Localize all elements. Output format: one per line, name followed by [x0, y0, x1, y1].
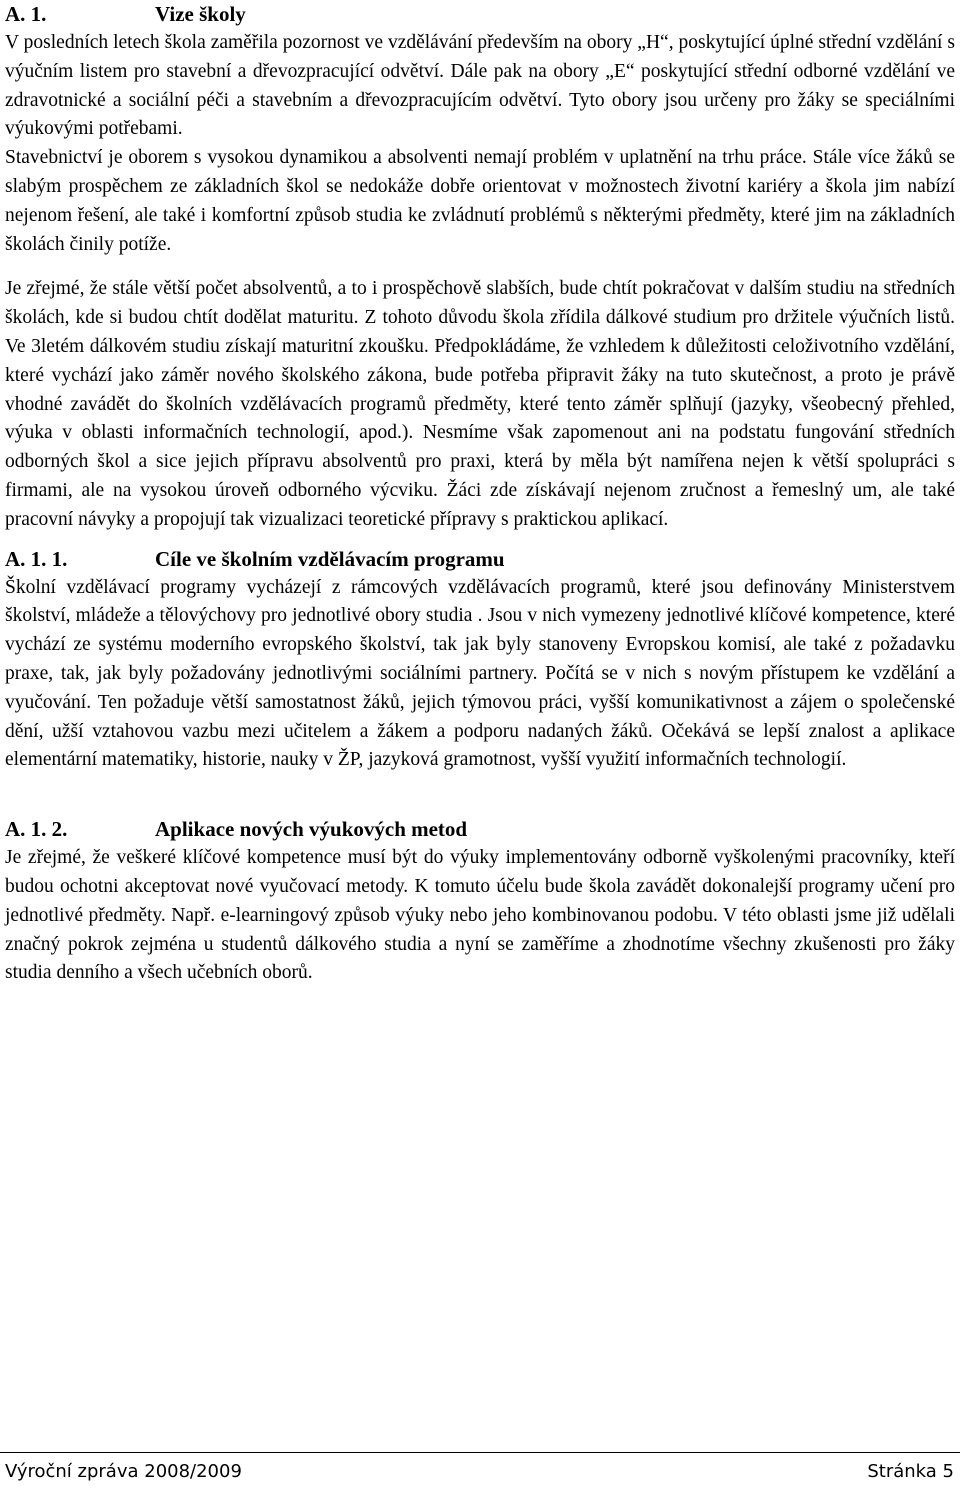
section-heading-a11: [5, 545, 955, 574]
section-title: Aplikace nových výukových metod: [155, 817, 468, 842]
paragraph-distance-study: Je zřejmé, že stále větší počet absolventů, a to i prospěchově slabších, bude chtít pokračovat v dalším studiu na středních školách, kde si budou chtít dodělat maturitu. Z tohoto důvodu škola zřídila dálkové studium pro držitele výučních listů. Ve 3letém dálkovém studiu získají maturitní zkoušku. Předpokládáme, že vzhledem k důležitosti celoživotního vzdělání, které vychází jako záměr nového školského zákona, bude potřeba připravit žáky na tuto skutečnost, a proto je právě vhodné zavádět do školních vzdělávacích programů předměty, které tento záměr splňují (jazyky, všeobecný přehled, výuka v oblasti informačních technologií, apod.). Nesmíme však zapomenout ani na podstatu fungování středních odborných škol a sice jejich přípravu absolventů pro praxi, která by měla být namířena nejen k větší spolupráci s firmami, ale na vysokou úroveň odborného výcviku. Žáci zde získávají nejenom zručnost a řemeslný um, ale také pracovní návyky a propojují tak vizualizaci teoretické přípravy s praktickou aplikací.: [5, 278, 955, 530]
section-heading-a1: [5, 0, 955, 29]
paragraph-new-methods: Je zřejmé, že veškeré klíčové kompetence musí být do výuky implementovány odborně vyškolenými pracovníky, kteří budou ochotni akceptovat nové vyučovací metody. K tomuto účelu bude škola zavádět dokonalejší programy učení pro jednotlivé předměty. Např. e-learningový způsob výuky nebo jeho kombinovanou podobu. V této oblasti jsme již udělali značný pokrok zejména u studentů dálkového studia a nyní se zaměříme a zhodnotíme všechny zkušenosti pro žáky studia denního a všech učebních oborů.: [5, 847, 955, 984]
paragraph-school-vision: V posledních letech škola zaměřila pozornost ve vzdělávání především na obory „H“, poskytující úplné střední vzdělání s výučním listem pro stavební a dřevozpracující odvětví. Dále pak na obory „E“ poskytující střední odborné vzdělání ve zdravotnické a sociální péči a stavebním a dřevozpracujícím odvětví. Tyto obory jsou určeny pro žáky se speciálními výukovými potřebami.: [5, 32, 955, 140]
section-heading-a12: [5, 815, 955, 844]
section-title: Cíle ve školním vzdělávacím programu: [155, 546, 505, 571]
document-page: [5, 0, 955, 988]
footer-report-title: Výroční zpráva 2008/2009: [5, 1461, 242, 1482]
footer-page-number: Stránka 5: [867, 1461, 954, 1482]
section-number: A. 1. 1.: [5, 546, 68, 571]
paragraph-construction-industry: Stavebnictví je oborem s vysokou dynamikou a absolventi nemají problém v uplatnění na trhu práce. Stále více žáků se slabým prospěchem ze základních škol se nedokáže dobře orientovat v možnostech životní kariéry a škola jim nabízí nejenom řešení, ale také i komfortní způsob studia ke zvládnutí problémů s některými předměty, které jim na základních školách činily potíže.: [5, 147, 955, 255]
section-number: A. 1.: [5, 2, 47, 26]
section-number: A. 1. 2.: [5, 817, 68, 842]
paragraph-program-goals: Školní vzdělávací programy vycházejí z rámcových vzdělávacích programů, které jsou definovány Ministerstvem školství, mládeže a tělovýchovy pro jednotlivé obory studia . Jsou v nich vymezeny jednotlivé klíčové kompetence, které vychází ze systému moderního evropského školství, tak jak byly stanoveny Evropskou komisí, ale také z požadavku praxe, tak, jak byly požadovány jednotlivými sociálními partnery. Počítá se v nich s novým přístupem ke vzdělání a vyučování. Ten požaduje větší samostatnost žáků, jejich týmovou práci, vyšší komunikativnost a zájem o společenské dění, užší vztahovou vazbu mezi učitelem a žákem a podporu nadaných žáků. Očekává se lepší znalost a aplikace elementární matematiky, historie, nauky v ŽP, jazyková gramotnost, vyšší využití informačních technologií.: [5, 576, 955, 771]
page-footer: [0, 1452, 960, 1485]
section-title: Vize školy: [155, 2, 246, 26]
